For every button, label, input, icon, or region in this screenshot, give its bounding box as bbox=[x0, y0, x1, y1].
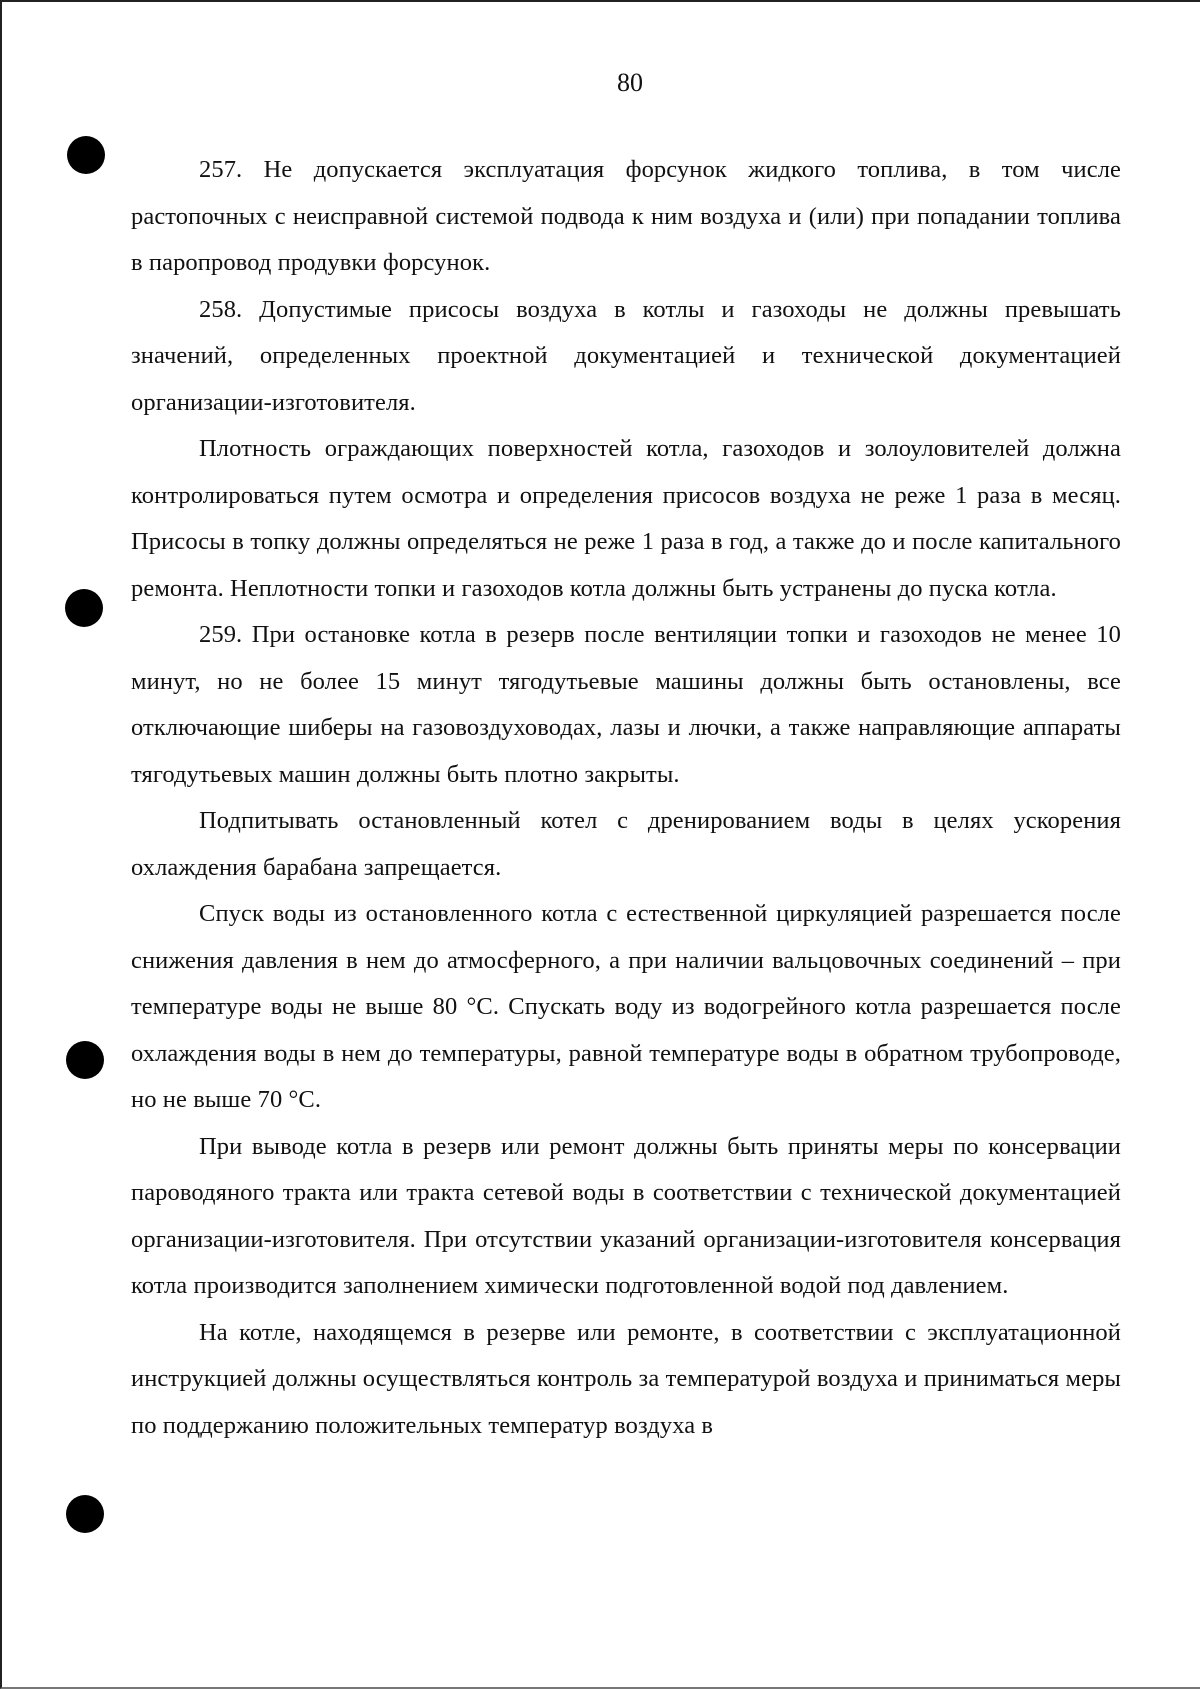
punch-hole-mark bbox=[66, 1041, 104, 1079]
paragraph-tightness-control: Плотность ограждающих поверхностей котла, газоходов и золоуловителей должна контролироваться путем осмотра и определения присосов воздуха не реже 1 раза в месяц. Присосы в топку должны определяться не реже 1 раза в год, а также до и после капитального ремонта. Неплотности топки и газоходов котла должны быть устранены до пуска котла. bbox=[131, 435, 1121, 602]
punch-hole-mark bbox=[66, 1495, 104, 1533]
paragraph-reserve-temperature: На котле, находящемся в резерве или ремонте, в соответствии с эксплуатационной инструкцией должны осуществляться контроль за температурой воздуха и приниматься меры по поддержанию положительных температур воздуха в bbox=[131, 1318, 1121, 1439]
paragraph-water-drain: Спуск воды из остановленного котла с естественной циркуляцией разрешается после снижения давления в нем до атмосферного, а при наличии вальцовочных соединений – при температуре воды не выше 80 °С. Спускать воду из водогрейного котла разрешается после охлаждения воды в нем до температуры, равной температуре воды в обратном трубопроводе, но не выше 70 °С. bbox=[131, 900, 1121, 1113]
paragraph-257: 257. Не допускается эксплуатация форсунок жидкого топлива, в том числе растопочных с неисправной системой подвода к ним воздуха и (или) при попадании топлива в паропровод продувки форсунок. bbox=[131, 156, 1121, 276]
paragraph-259: 259. При остановке котла в резерв после вентиляции топки и газоходов не менее 10 минут, но не более 15 минут тягодутьевые машины должны быть остановлены, все отключающие шиберы на газовоздуховодах, лазы и лючки, а также направляющие аппараты тягодутьевых машин должны быть плотно закрыты. bbox=[131, 621, 1121, 788]
page-number: 80 bbox=[617, 68, 643, 97]
paragraph-feeding-prohibition: Подпитывать остановленный котел с дренированием воды в целях ускорения охлаждения барабана запрещается. bbox=[131, 807, 1121, 881]
punch-hole-mark bbox=[67, 136, 105, 174]
document-body bbox=[131, 147, 1121, 1449]
paragraph-conservation: При выводе котла в резерв или ремонт должны быть приняты меры по консервации пароводяного тракта или тракта сетевой воды в соответствии с технической документацией организации-изготовителя. При отсутствии указаний организации-изготовителя консервация котла производится заполнением химически подготовленной водой под давлением. bbox=[131, 1132, 1121, 1299]
paragraph-258: 258. Допустимые присосы воздуха в котлы и газоходы не должны превышать значений, определенных проектной документацией и технической документацией организации-изготовителя. bbox=[131, 295, 1121, 416]
punch-hole-mark bbox=[65, 589, 103, 627]
